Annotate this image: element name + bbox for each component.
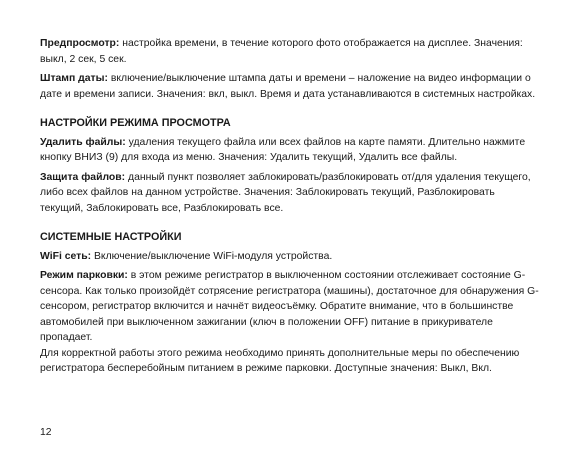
wifi-setting-term: WiFi сеть:: [40, 250, 92, 262]
protect-files-setting-term: Защита файлов:: [40, 171, 126, 183]
date-stamp-setting-term: Штамп даты:: [40, 73, 108, 84]
protect-files-setting-paragraph: [40, 170, 540, 217]
preview-setting-description: настройка времени, в течение которого фото отображается на дисплее. Значения: выкл, 2 сек, 5 сек.: [40, 38, 523, 65]
preview-setting-paragraph: [40, 36, 540, 67]
view-mode-settings-heading: НАСТРОЙКИ РЕЖИМА ПРОСМОТРА: [40, 117, 231, 129]
manual-page-content: [40, 36, 540, 377]
date-stamp-setting-description: включение/выключение штампа даты и времени – наложение на видео информации о дате и времени записи. Значения: вкл, выкл. Время и дата устанавливаются в системных настройках.: [40, 73, 536, 100]
delete-files-setting-term: Удалить файлы:: [40, 136, 126, 148]
date-stamp-setting-paragraph: [40, 71, 540, 102]
parking-mode-note: Для корректной работы этого режима необходимо принять дополнительные меры по обеспечению регистратора бесперебойным питанием в режиме парковки. Доступные значения: Выкл, Вкл.: [40, 347, 520, 374]
system-settings-heading: СИСТЕМНЫЕ НАСТРОЙКИ: [40, 231, 182, 243]
page-number: 12: [40, 427, 52, 438]
wifi-setting-description: Включение/выключение WiFi-модуля устройства.: [91, 250, 333, 262]
protect-files-setting-description: данный пункт позволяет заблокировать/разблокировать от/для удаления текущего, либо всех файлов на данном устройстве. Значения: Заблокировать текущий, Разблокировать текущий, Заблокировать все, Разблокировать все.: [40, 171, 531, 214]
parking-mode-setting-term: Режим парковки:: [40, 270, 128, 281]
wifi-setting-paragraph: [40, 249, 540, 265]
delete-files-setting-description: удаления текущего файла или всех файлов на карте памяти. Длительно нажмите кнопку ВНИЗ (9) для входа из меню. Значения: Удалить текущий, Удалить все файлы.: [40, 136, 526, 163]
preview-setting-term: Предпросмотр:: [40, 38, 120, 49]
parking-mode-setting-paragraph: [40, 268, 540, 346]
parking-mode-setting-description: в этом режиме регистратор в выключенном состоянии отслеживает состояние G-сенсора. Как только произойдёт сотрясение регистратора (машины), достаточное для обнаружения G-сенсором, регистратор включится и начнёт видеосъёмку. Обратите внимание, что в большинстве автомобилей при выключенном зажигании (ключ в положении OFF) питание в прикуривателе пропадает.: [40, 270, 539, 343]
delete-files-setting-paragraph: [40, 135, 540, 166]
